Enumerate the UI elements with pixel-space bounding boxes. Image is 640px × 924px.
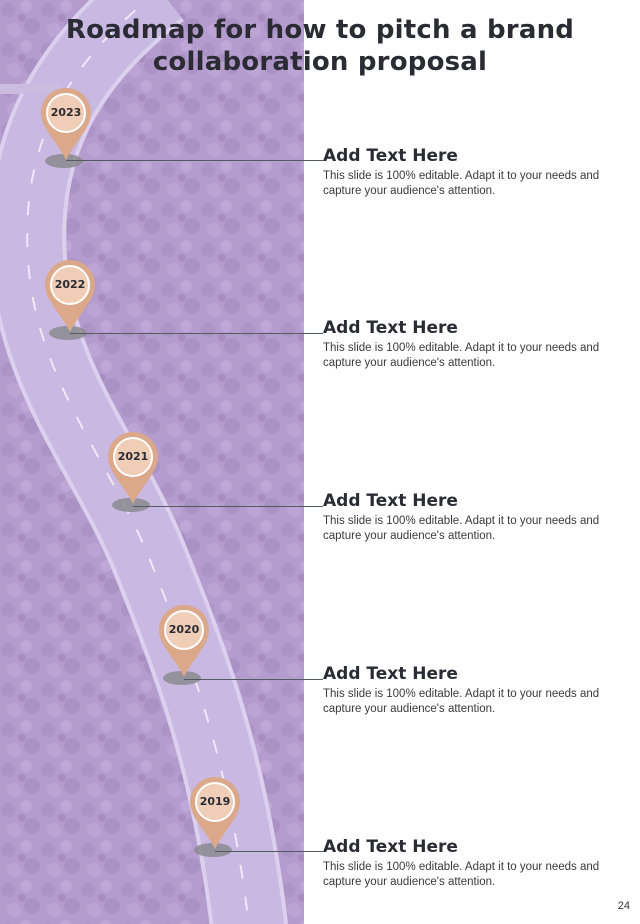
- milestone-item-2022: [323, 318, 613, 370]
- milestone-year: 2023: [50, 106, 82, 119]
- milestone-description: This slide is 100% editable. Adapt it to your needs and capture your audience's attention.: [323, 170, 600, 197]
- milestone-item-2023: [323, 146, 613, 198]
- milestone-heading: Add Text Here: [323, 664, 458, 684]
- connector-line: [215, 851, 323, 852]
- title-line-1: Roadmap for how to pitch a brand: [65, 15, 575, 45]
- connector-line: [70, 333, 323, 334]
- connector-line: [184, 679, 323, 680]
- milestone-year: 2019: [199, 795, 231, 808]
- connector-line: [133, 506, 323, 507]
- milestone-heading: Add Text Here: [323, 837, 458, 857]
- map-pin-icon: [157, 603, 211, 685]
- page-number: 24: [617, 900, 630, 912]
- milestone-heading: Add Text Here: [323, 318, 458, 338]
- milestone-year: 2022: [54, 278, 86, 291]
- milestone-heading: Add Text Here: [323, 491, 458, 511]
- map-pin-icon: [39, 86, 93, 168]
- milestone-year: 2020: [168, 623, 200, 636]
- title-line-2: collaboration proposal: [152, 47, 488, 77]
- milestone-item-2019: [323, 837, 613, 889]
- map-pin-icon: [43, 258, 97, 340]
- milestone-item-2021: [323, 491, 613, 543]
- milestone-item-2020: [323, 664, 613, 716]
- connector-line: [66, 160, 323, 161]
- milestone-year: 2021: [117, 450, 149, 463]
- map-pin-icon: [106, 430, 160, 512]
- milestone-description: This slide is 100% editable. Adapt it to your needs and capture your audience's attention.: [323, 861, 600, 888]
- milestone-description: This slide is 100% editable. Adapt it to your needs and capture your audience's attention.: [323, 342, 600, 369]
- map-pin-icon: [188, 775, 242, 857]
- page-title: [40, 14, 600, 78]
- milestone-description: This slide is 100% editable. Adapt it to your needs and capture your audience's attention.: [323, 688, 600, 715]
- milestone-heading: Add Text Here: [323, 146, 458, 166]
- milestone-description: This slide is 100% editable. Adapt it to your needs and capture your audience's attention.: [323, 515, 600, 542]
